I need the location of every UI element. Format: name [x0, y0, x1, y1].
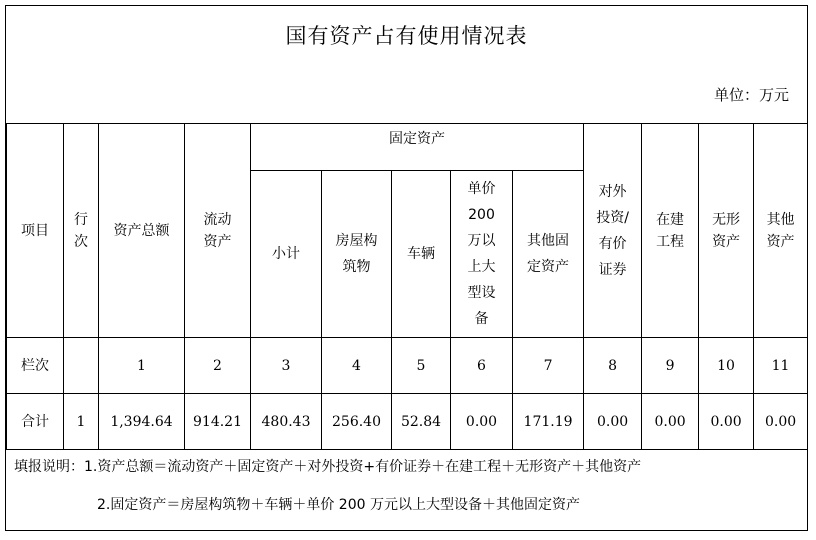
col-number-4: 4 — [322, 338, 392, 394]
unit-label: 单位：万元 — [713, 86, 789, 104]
header-other-fixed-text: 其他固定资产 — [527, 233, 570, 275]
col-number-2: 2 — [185, 338, 251, 394]
header-other-fixed — [513, 171, 584, 338]
column-row-label: 栏次 — [7, 338, 64, 394]
column-number-row — [7, 338, 808, 394]
header-buildings — [322, 171, 392, 338]
note-line-1: 填报说明：1.资产总额＝流动资产＋固定资产＋对外投资+有价证券＋在建工程＋无形资产＋其他资产 — [14, 459, 642, 475]
vehicles-value: 52.84 — [392, 394, 451, 450]
buildings-value: 256.40 — [322, 394, 392, 450]
header-total-assets: 资产总额 — [99, 124, 185, 338]
other-fixed-value: 171.19 — [513, 394, 584, 450]
large-equipment-value: 0.00 — [451, 394, 513, 450]
header-vehicles: 车辆 — [392, 171, 451, 338]
header-item: 项目 — [7, 124, 64, 338]
report-frame — [5, 5, 808, 531]
header-subtotal: 小计 — [251, 171, 322, 338]
col-number-5: 5 — [392, 338, 451, 394]
col-number-8: 8 — [584, 338, 642, 394]
header-row-no — [64, 124, 99, 338]
header-investments — [584, 124, 642, 338]
header-current-assets — [185, 124, 251, 338]
intangible-value: 0.00 — [699, 394, 754, 450]
construction-value: 0.00 — [642, 394, 699, 450]
col-number-9: 9 — [642, 338, 699, 394]
total-assets-value: 1,394.64 — [99, 394, 185, 450]
header-large-equipment — [451, 171, 513, 338]
header-other-assets — [754, 124, 808, 338]
other-assets-value: 0.00 — [754, 394, 808, 450]
header-buildings-text: 房屋构筑物 — [335, 233, 378, 275]
header-current-assets-text: 流动资产 — [203, 211, 232, 250]
report-title: 国有资产占有使用情况表 — [285, 24, 528, 48]
header-fixed-assets: 固定资产 — [251, 124, 584, 171]
fixed-subtotal-value: 480.43 — [251, 394, 322, 450]
header-intangible-text: 无形资产 — [712, 211, 741, 250]
col-number-11: 11 — [754, 338, 808, 394]
header-large-equipment-text: 单价200万以上大型设备 — [467, 181, 496, 327]
investments-value: 0.00 — [584, 394, 642, 450]
col-number-3: 3 — [251, 338, 322, 394]
col-number-1: 1 — [99, 338, 185, 394]
total-row-label: 合计 — [7, 394, 64, 450]
col-number-10: 10 — [699, 338, 754, 394]
header-row-1 — [7, 124, 808, 171]
note-line-2: 2.固定资产＝房屋构筑物＋车辆＋单价 200 万元以上大型设备＋其他固定资产 — [97, 497, 580, 513]
header-row-no-text: 行次 — [74, 211, 88, 250]
total-row — [7, 394, 808, 450]
current-assets-value: 914.21 — [185, 394, 251, 450]
col-number-7: 7 — [513, 338, 584, 394]
assets-table — [6, 123, 808, 450]
header-investments-text: 对外投资/有价证券 — [596, 183, 629, 278]
header-other-assets-text: 其他资产 — [766, 211, 795, 250]
column-row-no — [64, 338, 99, 394]
header-construction — [642, 124, 699, 338]
total-row-no: 1 — [64, 394, 99, 450]
header-construction-text: 在建工程 — [656, 211, 685, 250]
col-number-6: 6 — [451, 338, 513, 394]
header-intangible — [699, 124, 754, 338]
